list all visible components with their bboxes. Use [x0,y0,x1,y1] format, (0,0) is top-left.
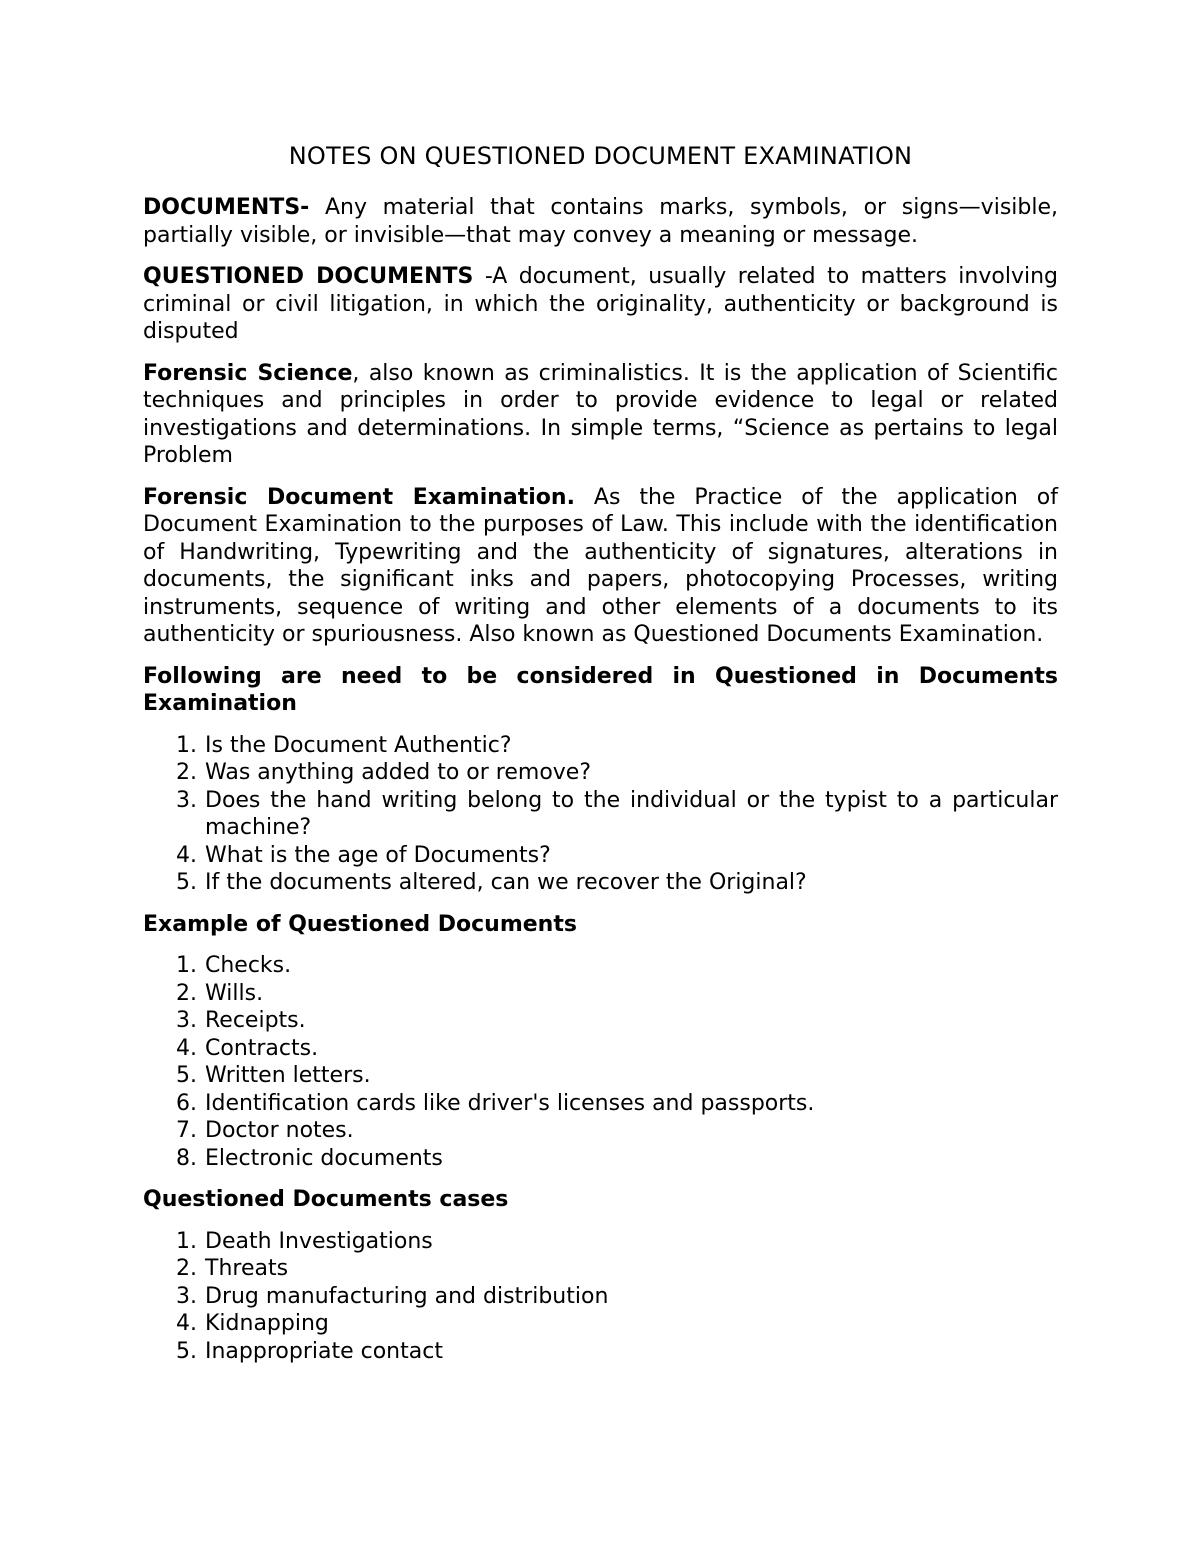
list-number: 2. [176,760,197,785]
list-number: 5. [176,870,197,895]
list-item [143,952,1058,980]
list-number: 2. [176,1256,197,1281]
list-item [143,1338,1058,1366]
list-item-text: Was anything added to or remove? [205,760,592,785]
list-number: 2. [176,980,197,1006]
list-number: 3. [176,787,197,813]
cases-list [143,1228,1058,1366]
list-item [143,1035,1058,1063]
section-heading-examples: Example of Questioned Documents [143,911,577,937]
list-item [143,732,1058,760]
considerations-list [143,732,1058,897]
list-number: 4. [176,1035,197,1061]
list-item [143,1117,1058,1145]
definition-text: , also known as criminalistics. It is the application of Scientific techniques and principles in order to provide evidence to legal or related investigations and determinations. In simple terms, “Science as pertains to legal Problem [143,360,1058,468]
list-number: 3. [176,1283,197,1309]
list-item-text: What is the age of Documents? [205,842,551,868]
definition-forensic-science [143,360,1058,470]
examples-list [143,952,1058,1172]
list-item-text: Wills. [205,980,264,1006]
list-item-text: Receipts. [205,1008,306,1033]
list-item [143,1228,1058,1256]
list-number: 4. [176,842,197,868]
page-title: NOTES ON QUESTIONED DOCUMENT EXAMINATION [288,142,913,170]
section-heading-cases: Questioned Documents cases [143,1187,509,1212]
list-item [143,1062,1058,1090]
list-item-text: Identification cards like driver's licenses and passports. [205,1090,815,1116]
list-item-text: Electronic documents [205,1145,443,1171]
list-item-text: Does the hand writing belong to the individual or the typist to a particular machine? [205,787,1058,840]
list-item-text: Kidnapping [205,1311,329,1336]
list-item [143,1310,1058,1338]
list-item [143,842,1058,870]
list-item-text: Death Investigations [205,1228,433,1254]
list-number: 6. [176,1090,197,1116]
list-item [143,980,1058,1008]
list-number: 8. [176,1145,197,1171]
list-item-text: Threats [205,1256,289,1281]
list-item-text: Inappropriate contact [205,1338,443,1364]
definition-documents [143,194,1058,249]
list-item-text: Written letters. [205,1063,371,1088]
definition-term: Forensic Document Examination. [143,484,575,510]
list-number: 5. [176,1338,197,1364]
list-item-text: Contracts. [205,1035,319,1061]
list-item-text: Checks. [205,953,292,978]
list-item-text: Is the Document Authentic? [205,732,512,758]
list-item-text: Doctor notes. [205,1118,354,1143]
list-number: 7. [176,1118,197,1143]
list-number: 5. [176,1063,197,1088]
document-page [143,140,1058,1379]
list-item [143,1007,1058,1035]
definition-term: QUESTIONED DOCUMENTS [143,264,474,289]
definition-forensic-document-examination [143,484,1058,649]
definition-text: -A document, usually related to matters involving criminal or civil litigation, in which the originality, authenticity or background is disputed [143,264,1058,344]
list-number: 1. [176,953,197,978]
list-item [143,869,1058,897]
list-item [143,759,1058,787]
list-number: 1. [176,732,197,758]
list-number: 1. [176,1228,197,1254]
list-item [143,1145,1058,1173]
definition-questioned-documents [143,263,1058,346]
list-item [143,1255,1058,1283]
list-number: 4. [176,1311,197,1336]
list-item-text: Drug manufacturing and distribution [205,1283,609,1309]
list-item [143,1090,1058,1118]
list-item [143,1283,1058,1311]
definition-term: DOCUMENTS- [143,195,310,220]
list-item [143,787,1058,842]
section-heading-considerations: Following are need to be considered in Questioned in Documents Examination [143,663,1058,716]
definition-text: As the Practice of the application of Document Examination to the purposes of Law. This include with the identification of Handwriting, Typewriting and the authenticity of signatures, alterations in documents, the significant inks and papers, photocopying Processes, writing instruments, sequence of writing and other elements of a documents to its authenticity or spuriousness. Also known as Questioned Documents Examination. [143,484,1058,647]
definition-term: Forensic Science [143,360,353,386]
definition-text: Any material that contains marks, symbols, or signs—visible, partially visible, or invisible—that may convey a meaning or message. [143,195,1058,248]
list-item-text: If the documents altered, can we recover the Original? [205,870,807,895]
list-number: 3. [176,1008,197,1033]
